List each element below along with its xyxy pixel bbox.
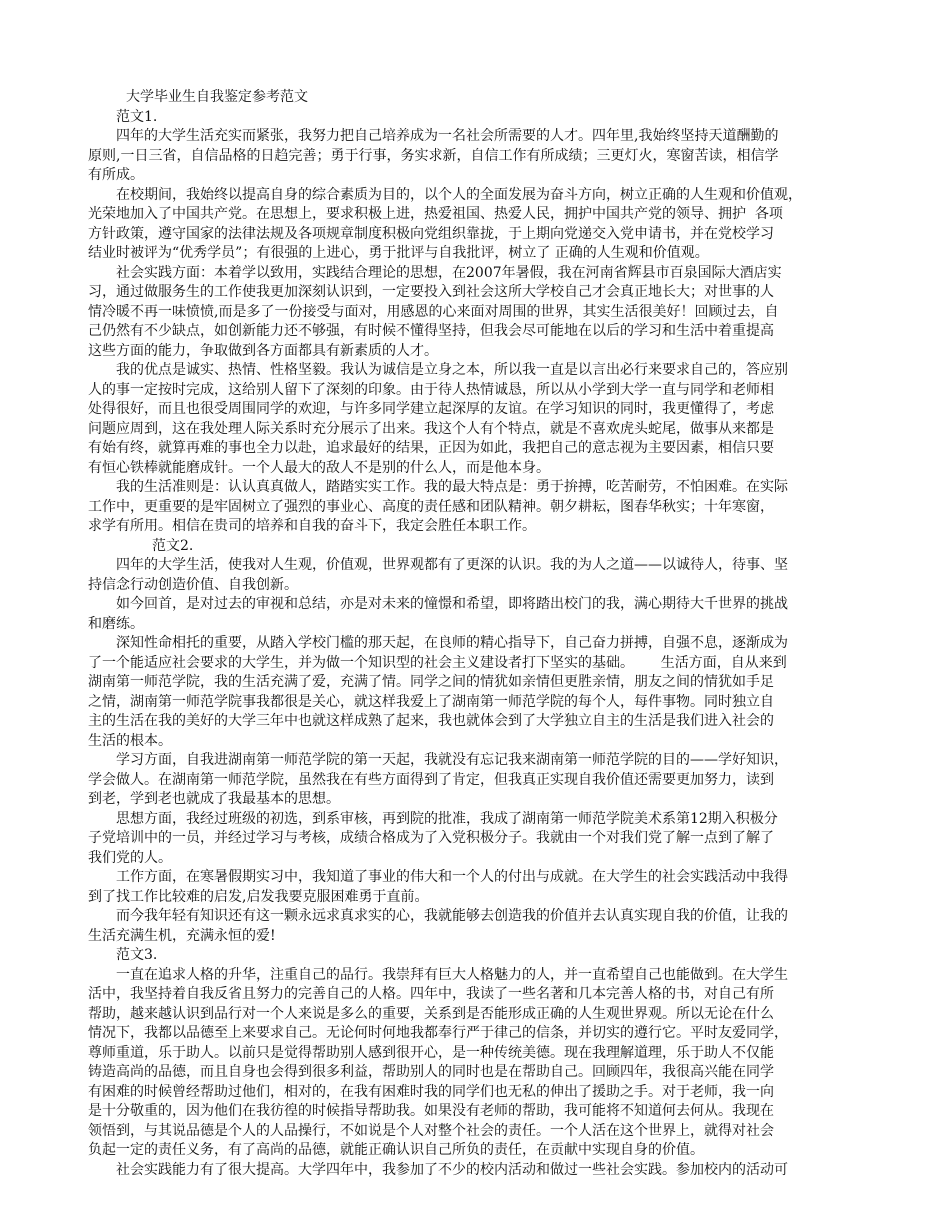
text-line: 原则,一日三省，自信品格的日趋完善；勇于行事，务实求新，自信工作有所成绩；三更灯火，寒窗苦读，相信学: [88, 147, 779, 164]
text-line: 子党培训中的一员，并经过学习与考核，成绩合格成为了入党积极分子。我就由一个对我们党了解一点到了解了: [88, 830, 774, 846]
text-line: 尊师重道，乐于助人。以前只是觉得帮助别人感到很开心，是一种传统美德。现在我理解道理，乐于助人不仅能: [88, 1044, 774, 1061]
text-line: 方针政策，遵守国家的法律法规及各项规章制度积极向党组织靠拢，于上期向党递交入党申请书，并在党校学习: [88, 225, 774, 242]
text-line: 情况下，我都以品德至上来要求自己。无论何时何地我都奉行严于律己的信条，并切实的遵行它。平时友爱同学，: [88, 1025, 788, 1041]
text-line: 四年的大学生活，使我对人生观，价值观，世界观都有了更深的认识。我的为人之道——以诚待人，待事、坚: [116, 557, 788, 573]
text-line: 一直在追求人格的升华，注重自己的品行。我崇拜有巨大人格魅力的人，并一直希望自己也能做到。在大学生: [116, 966, 788, 983]
text-line: 工作方面，在寒暑假期实习中，我知道了事业的伟大和一个人的付出与成就。在大学生的社会实践活动中我得: [116, 869, 788, 885]
text-line: 深知性命相托的重要，从踏入学校门槛的那天起，在良师的精心指导下，自己奋力拼搏，自强不息，逐渐成为: [116, 635, 788, 651]
text-line: 求学有所用。相信在贵司的培养和自我的奋斗下，我定会胜任本职工作。: [88, 518, 536, 534]
text-line: 学会做人。在湖南第一师范学院，虽然我在有些方面得到了肯定，但我真正实现自我价值还需要更加努力，读到: [88, 771, 774, 788]
text-line: 活中，我坚持着自我反省且努力的完善自己的人格。四年中，我读了一些名著和几本完善人格的书，对自己有所: [88, 986, 774, 1002]
text-line: 到了找工作比较难的启发,启发我要克服困难勇于直前。: [88, 888, 429, 905]
text-line: 是十分敬重的，因为他们在我彷徨的时候指导帮助我。如果没有老师的帮助，我可能将不知道何去何从。我现在: [88, 1103, 774, 1119]
text-line: 己仍然有不少缺点，如创新能力还不够强，有时候不懂得坚持，但我会尽可能地在以后的学习和生活中着重提高: [88, 323, 774, 339]
text-line: 我们党的人。: [88, 849, 172, 866]
text-line: 到老，学到老也就成了我最基本的思想。: [88, 791, 340, 807]
text-line: 如今回首，是对过去的审视和总结，亦是对未来的憧憬和希望，即将踏出校门的我，满心期待大千世界的挑战: [116, 596, 788, 612]
text-line: 负起一定的责任义务，有了高尚的品德，就能正确认识自己所负的责任，在贡献中实现自身的价值。: [88, 1142, 704, 1158]
text-line: 处得很好，而且也很受周围同学的欢迎，与许多同学建立起深厚的友谊。在学习知识的同时，我更懂得了，考虑: [88, 401, 774, 417]
text-line: 情冷暖不再一味愤愤,而是多了一份接受与面对，用感恩的心来面对周围的世界，其实生活很美好！回顾过去，自: [88, 303, 779, 320]
text-line: 这些方面的能力，争取做到各方面都具有新素质的人才。: [88, 342, 438, 359]
text-line: 工作中，更重要的是牢固树立了强烈的事业心、高度的责任感和团队精神。朝夕耕耘，图春华秋实；十年寒窗，: [88, 498, 774, 515]
text-line: 在校期间，我始终以提高自身的综合素质为目的，以个人的全面发展为奋斗方向，树立正确的人生观和价值观，: [116, 186, 802, 203]
section-heading: 范文2.: [152, 537, 194, 554]
text-line: 光荣地加入了中国共产党。在思想上，要求积极上进，热爱祖国、热爱人民，拥护中国共产党的领导、拥护 各项: [88, 206, 783, 222]
text-line: 学习方面，自我进湖南第一师范学院的第一天起，我就没有忘记我来湖南第一师范学院的目的——学好知识，: [116, 752, 788, 768]
text-line: 社会实践能力有了很大提高。大学四年中，我参加了不少的校内活动和做过一些社会实践。参加校内的活动可: [116, 1161, 788, 1178]
text-line: 有所成。: [88, 167, 144, 183]
text-line: 领悟到，与其说品德是个人的人品操行，不如说是个人对整个社会的责任。一个人活在这个世界上，就得对社会: [88, 1122, 774, 1139]
text-line: 铸造高尚的品德，而且自身也会得到很多利益，帮助别人的同时也是在帮助自己。回顾四年，我很高兴能在同学: [88, 1064, 774, 1080]
text-line: 我的优点是诚实、热情、性格坚毅。我认为诚信是立身之本，所以我一直是以言出必行来要求自己的，答应别: [116, 362, 788, 378]
document-body: [88, 108, 862, 1181]
text-line: 生活充满生机，充满永恒的爱!: [88, 927, 276, 944]
text-line: 人的事一定按时完成，这给别人留下了深刻的印象。由于待人热情诚恳，所以从小学到大学一直与同学和老师相: [88, 381, 774, 398]
section-heading: 范文3.: [116, 947, 158, 963]
text-line: 结业时被评为“优秀学员”；有很强的上进心，勇于批评与自我批评，树立了 正确的人生观和价值观。: [88, 245, 709, 261]
text-line: 我的生活准则是：认认真真做人，踏踏实实工作。我的最大特点是：勇于拚搏，吃苦耐劳，不怕困难。在实际: [116, 479, 788, 495]
text-line: 持信念行动创造价值、自我创新。: [88, 576, 298, 593]
text-line: 主的生活在我的美好的大学三年中也就这样成熟了起来，我也就体会到了大学独立自主的生活是我们进入社会的: [88, 713, 774, 729]
text-line: 之情，湖南第一师范学院事我都很是关心，就这样我爱上了湖南第一师范学院的每个人，每件事物。同时独立自: [88, 693, 774, 710]
text-line: 和磨练。: [88, 615, 144, 632]
text-line: 生活的根本。: [88, 732, 172, 749]
text-line: 了一个能适应社会要求的大学生，并为做一个知识型的社会主义建设者打下坚实的基础。 生活方面，自从来到: [88, 654, 787, 671]
text-line: 帮助，越来越认识到品行对一个人来说是多么的重要，关系到是否能形成正确的人生观世界观。所以无论在什么: [88, 1005, 774, 1022]
text-line: 有困难的时候曾经帮助过他们，相对的，在我有困难时我的同学们也无私的伸出了援助之手。对于老师，我一向: [88, 1083, 774, 1100]
text-line: 四年的大学生活充实而紧张，我努力把自己培养成为一名社会所需要的人才。四年里,我始终坚持天道酬勤的: [116, 128, 779, 144]
text-line: 社会实践方面：本着学以致用，实践结合理论的思想，在2007年暑假，我在河南省辉县市百泉国际大酒店实: [116, 264, 782, 281]
text-line: 湖南第一师范学院，我的生活充满了爱，充满了情。同学之间的情犹如亲情但更胜亲情，朋友之间的情犹如手足: [88, 674, 774, 690]
document-title: 大学毕业生自我鉴定参考范文: [126, 89, 308, 105]
text-line: 问题应周到，这在我处理人际关系时充分展示了出来。我这个人有个特点，就是不喜欢虎头蛇尾，做事从来都是: [88, 420, 774, 437]
text-line: 有始有终，就算再难的事也全力以赴，追求最好的结果，正因为如此，我把自己的意志视为主要因素，相信只要: [88, 440, 774, 456]
text-line: 而今我年轻有知识还有这一颗永远求真求实的心，我就能够去创造我的价值并去认真实现自我的价值，让我的: [116, 908, 788, 924]
text-line: 有恒心铁棒就能磨成针。一个人最大的敌人不是别的什么人，而是他本身。: [88, 459, 550, 476]
section-heading: 范文1.: [116, 108, 158, 125]
text-line: 习，通过做服务生的工作使我更加深刻认识到，一定要投入到社会这所大学校自己才会真正地长大；对世事的人: [88, 284, 774, 300]
text-line: 思想方面，我经过班级的初选，到系审核，再到院的批准，我成了湖南第一师范学院美术系第12期入积极分: [116, 810, 778, 827]
